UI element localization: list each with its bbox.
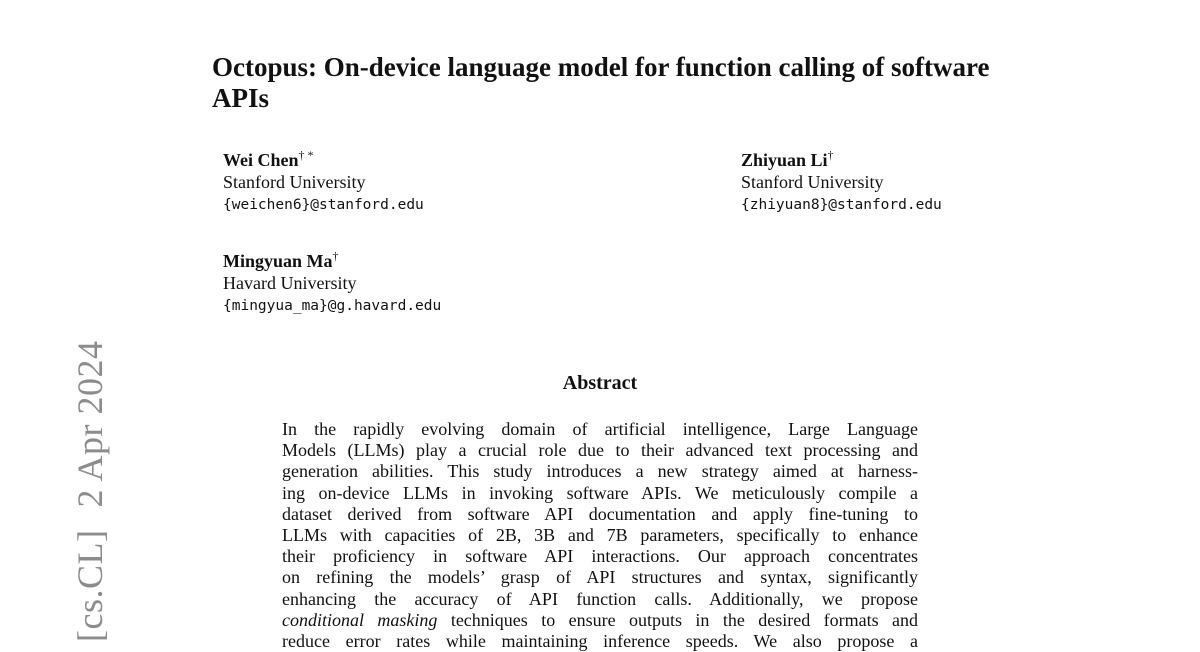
abstract-line: their proficiency in software API interactions. Our approach concentrates <box>282 546 918 567</box>
abstract-heading: Abstract <box>562 372 638 394</box>
italic-term: conditional masking <box>282 609 438 630</box>
abstract-line: In the rapidly evolving domain of artificial intelligence, Large Language <box>282 419 918 439</box>
author-email: {zhiyuan8}@stanford.edu <box>741 197 942 213</box>
author-email: {weichen6}@stanford.edu <box>223 197 424 213</box>
arxiv-stamp-text <box>70 341 110 642</box>
abstract-line: conditional masking techniques to ensure outputs in the desired formats and <box>282 609 918 630</box>
author-marks: † * <box>298 148 314 162</box>
abstract-line: enhancing the accuracy of API function calls. Additionally, we propose <box>282 588 918 609</box>
abstract-body <box>282 419 918 652</box>
author-block <box>223 149 424 217</box>
paper-title: Octopus: On-device language model for function calling of software APIs <box>212 52 990 113</box>
arxiv-category: [cs.CL] <box>70 529 110 642</box>
abstract-line: LLMs with capacities of 2B, 3B and 7B parameters, specifically to enhance <box>282 524 918 545</box>
author-affiliation: Stanford University <box>741 172 884 192</box>
author-affiliation: Stanford University <box>223 172 366 192</box>
abstract-line: Models (LLMs) play a crucial role due to their advanced text processing and <box>282 440 918 461</box>
author-block <box>741 149 942 217</box>
author-email: {mingyua_ma}@g.havard.edu <box>223 298 442 314</box>
abstract-line: reduce error rates while maintaining inference speeds. We also propose a <box>282 630 918 651</box>
author-name: Wei Chen† * <box>223 148 314 170</box>
abstract-line: on refining the models’ grasp of API structures and syntax, significantly <box>282 567 918 588</box>
author-block <box>223 250 441 318</box>
author-marks: † <box>827 148 834 162</box>
arxiv-date: 2 Apr 2024 <box>70 340 110 508</box>
arxiv-side-stamp <box>30 320 110 642</box>
author-marks: † <box>332 249 339 263</box>
abstract-line: ing on-device LLMs in invoking software APIs. We meticulously compile a <box>282 482 918 503</box>
author-name: Zhiyuan Li† <box>741 148 834 170</box>
abstract-line: dataset derived from software API documentation and apply fine-tuning to <box>282 503 918 524</box>
author-affiliation: Havard University <box>223 273 357 293</box>
author-name: Mingyuan Ma† <box>223 249 339 271</box>
abstract-line: generation abilities. This study introduces a new strategy aimed at harness- <box>282 461 918 482</box>
